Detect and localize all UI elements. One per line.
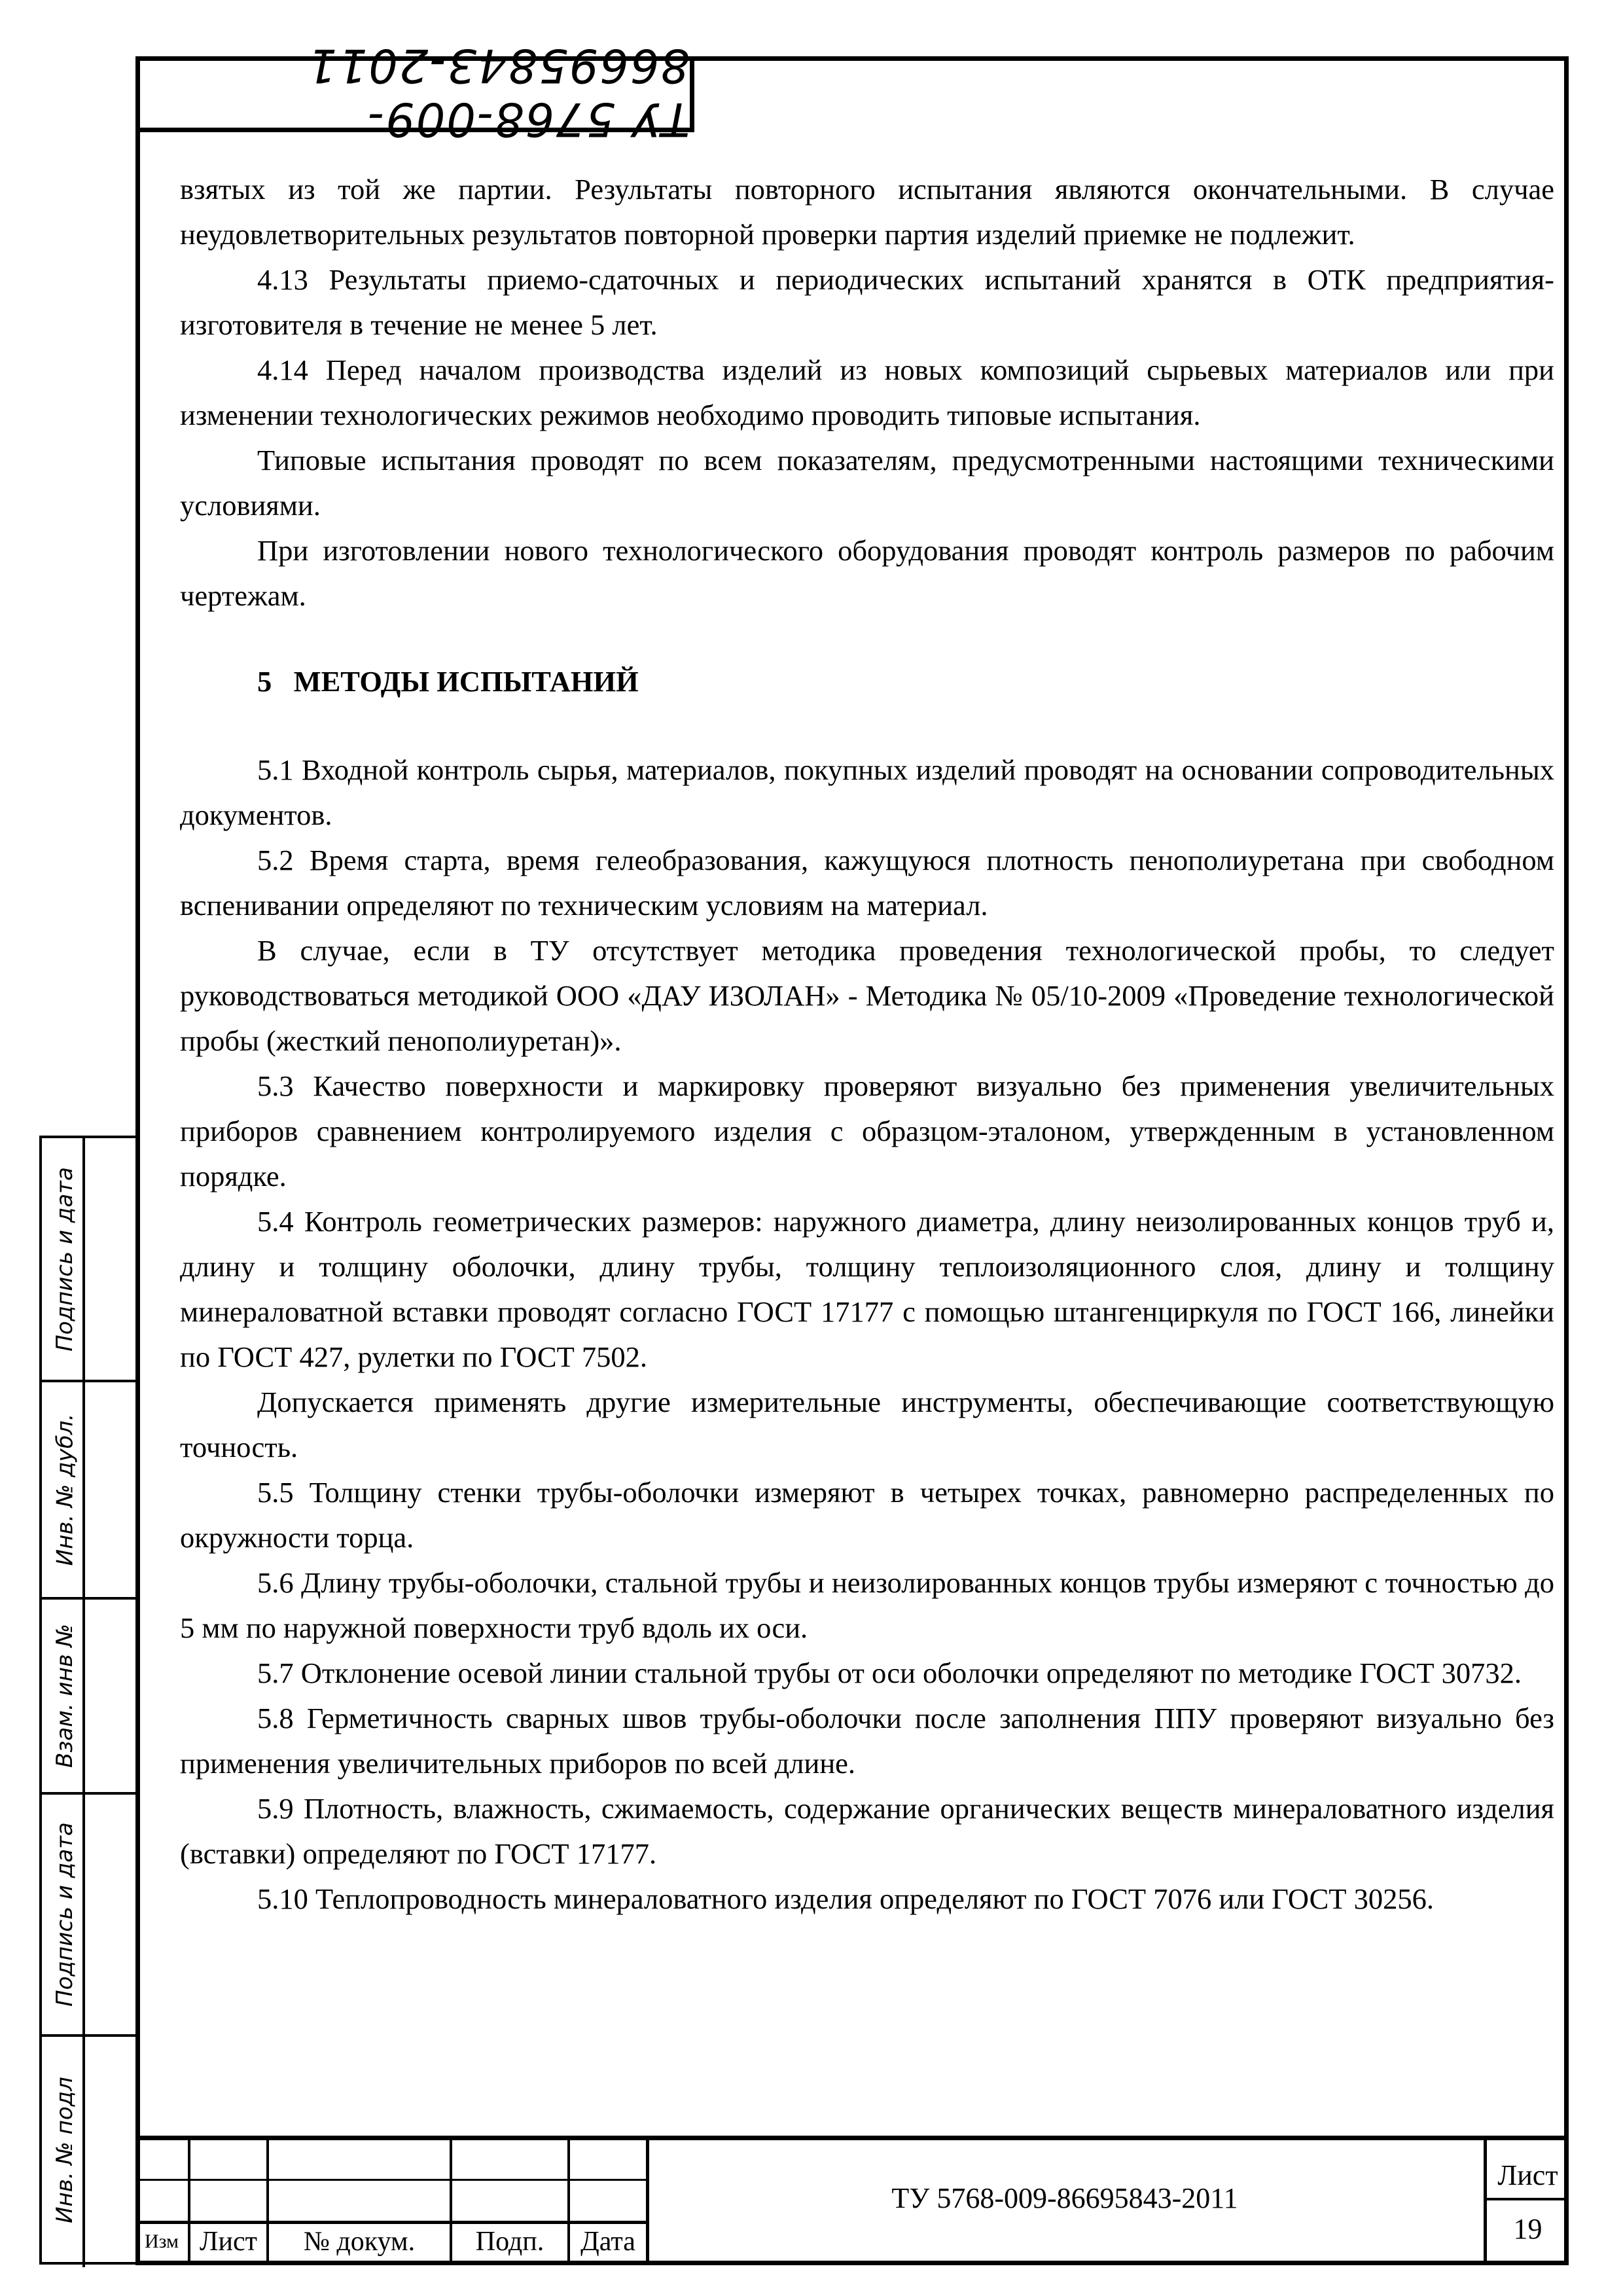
section-number: 5 [257, 665, 272, 698]
col-date-label: Дата [580, 2227, 635, 2257]
side-label-signature-date-2: Подпись и дата [52, 1822, 79, 2007]
paragraph: 5.6 Длину трубы-оболочки, стальной трубы и неизолированных концов трубы измеряют с точностью до 5 мм по наружной поверхности труб вдоль их оси. [180, 1566, 1554, 1644]
section-heading [180, 659, 1554, 704]
paragraph: 5.1 Входной контроль сырья, материалов, покупных изделий проводят на основании сопроводительных документов. [180, 753, 1554, 831]
paragraph: При изготовлении нового технологического оборудования проводят контроль размеров по рабочим чертежам. [180, 534, 1554, 612]
col-list-label: Лист [200, 2227, 257, 2257]
paragraph: 5.8 Герметичность сварных швов трубы-оболочки после заполнения ППУ проверяют визуально без применения увеличительных приборов по всей длине. [180, 1702, 1554, 1780]
section-title: МЕТОДЫ ИСПЫТАНИЙ [293, 665, 639, 698]
side-label-original-inventory: Инв. № подл [52, 2077, 79, 2223]
col-sign-label: Подп. [475, 2227, 544, 2257]
top-designation-stamp [135, 38, 694, 146]
side-label-replace-inventory: Взам. инв № [52, 1623, 79, 1768]
paragraph: взятых из той же партии. Результаты повторного испытания являются окончательными. В случае неудовлетворительных результатов повторной проверки партия изделий приемке не подлежит. [180, 173, 1554, 251]
sheet-label: Лист [1497, 2159, 1558, 2191]
side-label-dup-inventory: Инв. № дубл. [52, 1413, 78, 1566]
paragraph: 5.7 Отклонение осевой линии стальной трубы от оси оболочки определяют по методике ГОСТ 30732. [257, 1657, 1522, 1689]
paragraph: 5.2 Время старта, время гелеобразования, кажущуюся плотность пенополиуретана при свободном вспенивании определяют по техническим условиям на материал. [180, 844, 1554, 922]
side-label-signature-date: Подпись и дата [52, 1167, 79, 1352]
paragraph: Допускается применять другие измерительные инструменты, обеспечивающие соответствующую точность. [180, 1386, 1554, 1463]
col-doc-label: № докум. [303, 2227, 416, 2257]
paragraph: 5.5 Толщину стенки трубы-оболочки измеряют в четырех точках, равномерно распределенных по окружности торца. [180, 1476, 1554, 1554]
col-izm-label: Изм [144, 2231, 179, 2252]
paragraph: В случае, если в ТУ отсутствует методика проведения технологической пробы, то следует руководствоваться методикой ООО «ДАУ ИЗОЛАН» - Методика № 05/10-2009 «Проведение технологической пробы (жесткий пенополиуретан)». [180, 934, 1554, 1057]
paragraph: 4.13 Результаты приемо-сдаточных и периодических испытаний хранятся в ОТК предприятия-изготовителя в течение не менее 5 лет. [180, 263, 1554, 341]
paragraph: 5.4 Контроль геометрических размеров: наружного диаметра, длину неизолированных концов труб и, длину и толщину оболочки, длину трубы, толщину теплоизоляционного слоя, длину и толщину минераловатной вставки проводят согласно ГОСТ 17177 с помощью штангенциркуля по ГОСТ 166, линейки по ГОСТ 427, рулетки по ГОСТ 7502. [180, 1205, 1554, 1373]
document-designation: ТУ 5768-009-86695843-2011 [891, 2181, 1238, 2214]
paragraph: 5.10 Теплопроводность минераловатного изделия определяют по ГОСТ 7076 или ГОСТ 30256. [257, 1882, 1434, 1915]
paragraph: Типовые испытания проводят по всем показателям, предусмотренными настоящими техническими условиями. [180, 444, 1554, 522]
title-block [135, 2136, 1569, 2265]
title-block-sheet-rule [1484, 2198, 1569, 2200]
paragraph: 5.3 Качество поверхности и маркировку проверяют визуально без применения увеличительных приборов сравнением контролируемого изделия с образцом-эталоном, утвержденным в установленном порядке. [180, 1069, 1554, 1193]
paragraph: 4.14 Перед началом производства изделий из новых композиций сырьевых материалов или при изменении технологических режимов необходимо проводить типовые испытания. [180, 353, 1554, 431]
sheet-number: 19 [1513, 2212, 1543, 2245]
paragraph: 5.9 Плотность, влажность, сжимаемость, содержание органических веществ минераловатного изделия (вставки) определяют по ГОСТ 17177. [180, 1792, 1554, 1870]
document-body [180, 167, 1554, 1922]
top-stamp-text: ТУ 5768-009-86695843-2011 [306, 38, 690, 146]
